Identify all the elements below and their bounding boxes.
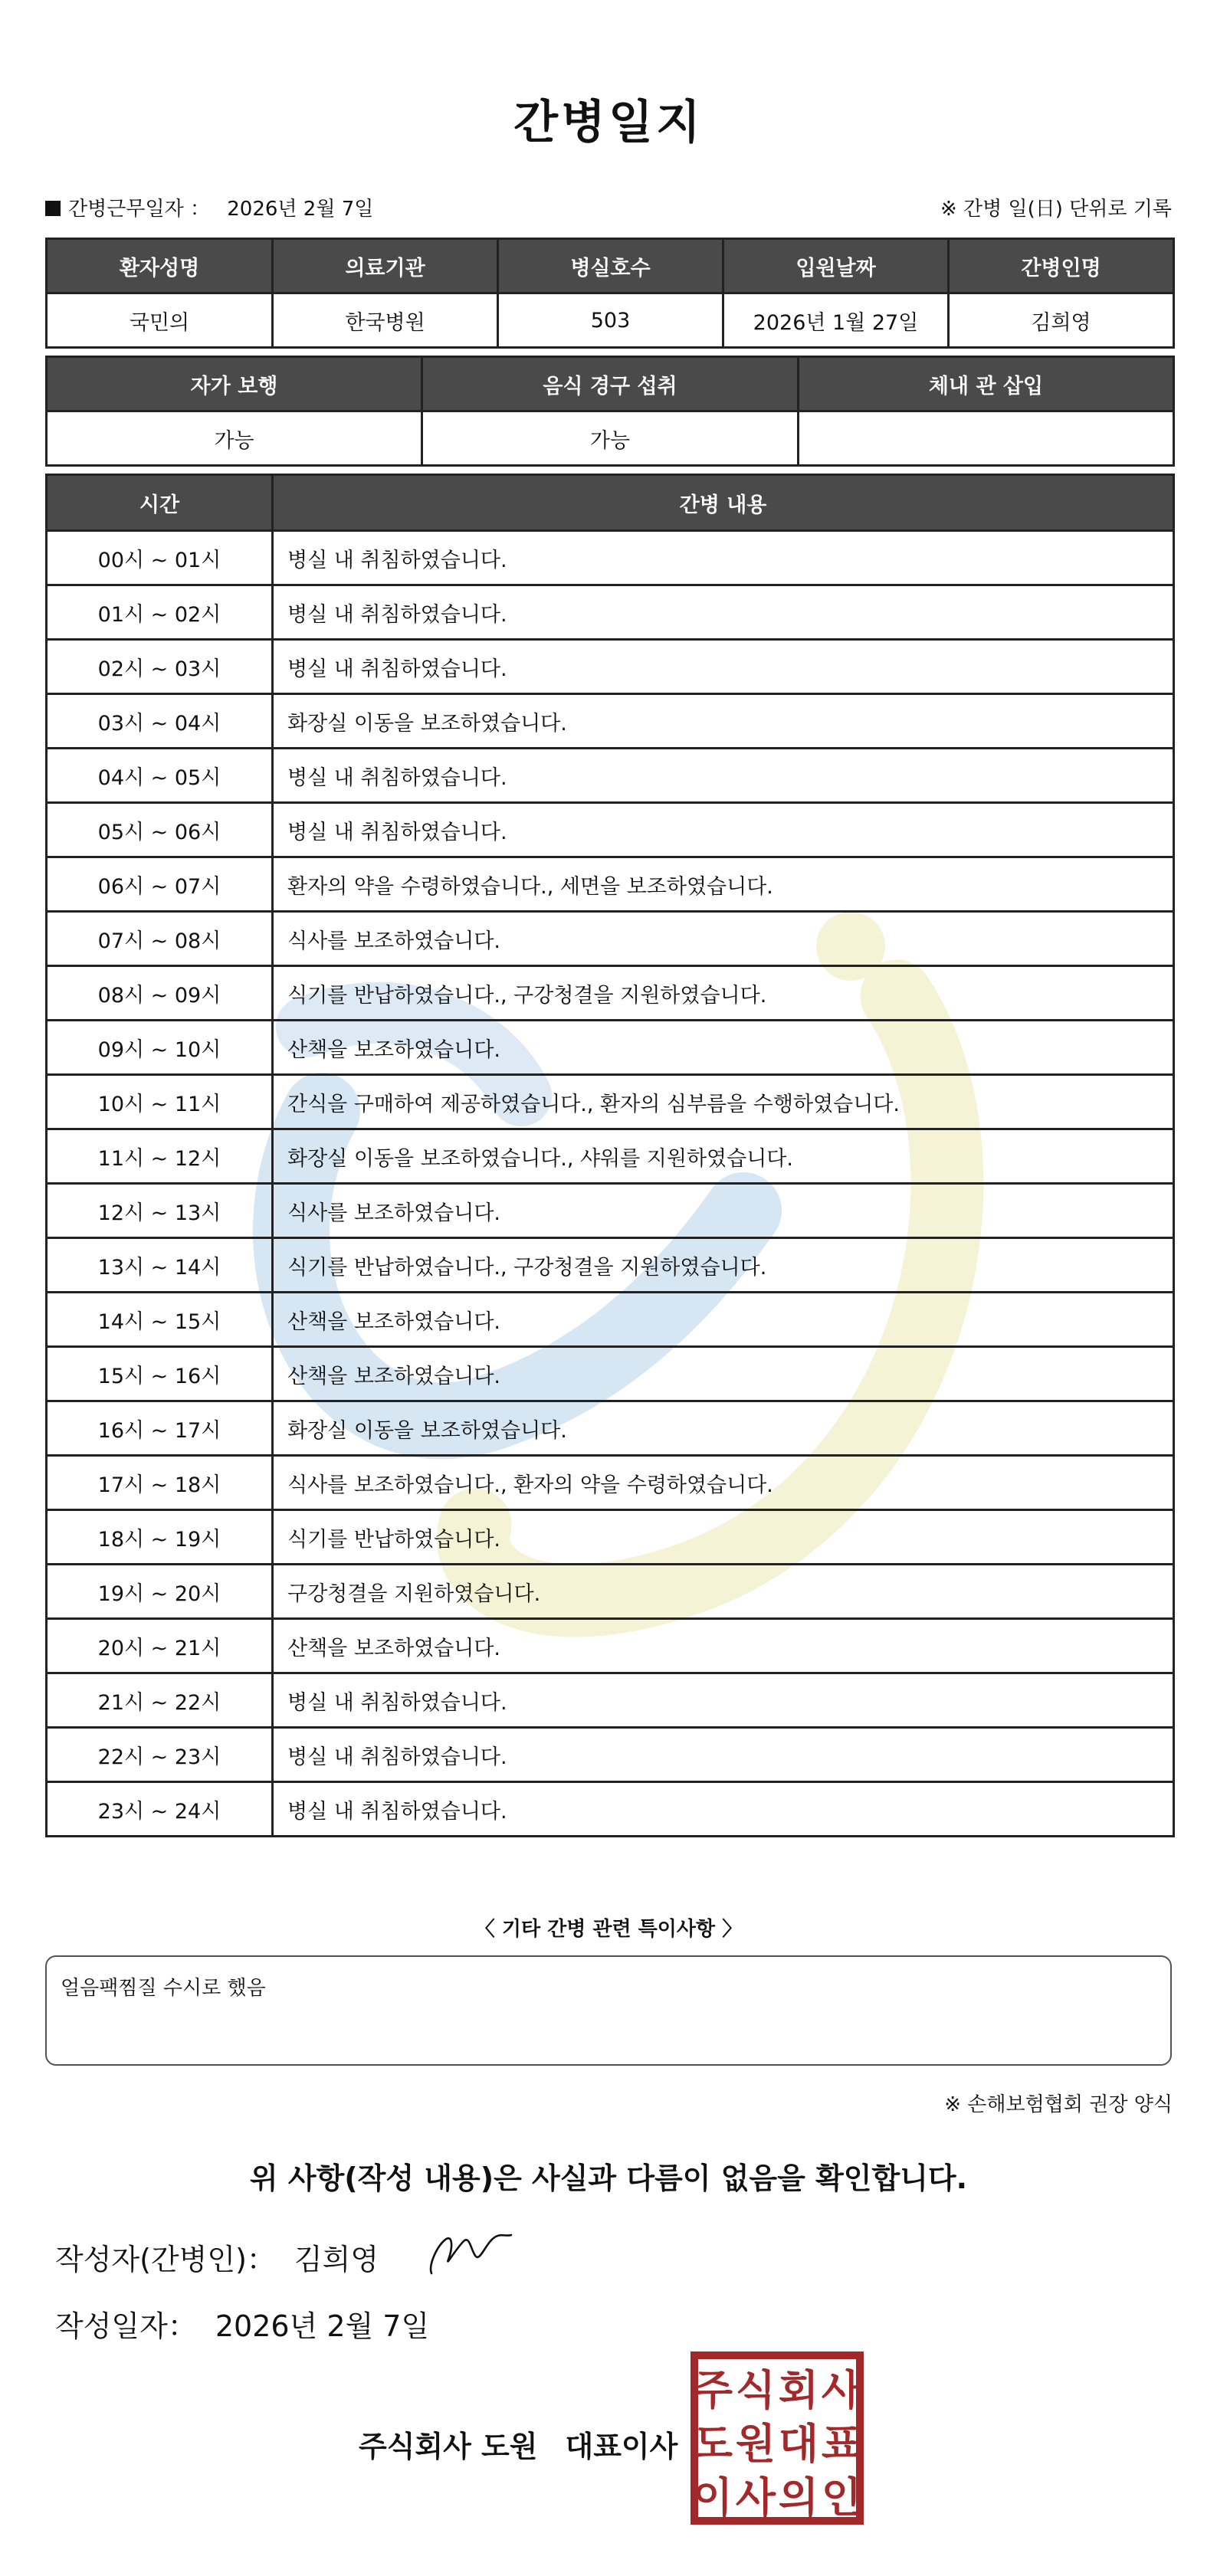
writer-row bbox=[55, 2236, 379, 2278]
writer-name: 김희영 bbox=[294, 2243, 379, 2276]
header-room-number: 병실호수 bbox=[498, 239, 723, 293]
remarks-title: 〈 기타 간병 관련 특이사항 〉 bbox=[474, 1918, 743, 1941]
header-hospital: 의료기관 bbox=[273, 239, 498, 293]
seal-character: 원 bbox=[735, 2420, 776, 2468]
log-time: 10시 ~ 11시 bbox=[47, 1075, 273, 1129]
care-log-row bbox=[47, 1619, 1174, 1673]
log-content: 산책을 보조하였습니다. bbox=[273, 1619, 1174, 1673]
patient-ability-table bbox=[45, 356, 1175, 467]
log-time: 21시 ~ 22시 bbox=[47, 1673, 273, 1728]
care-log-row bbox=[47, 857, 1174, 912]
care-log-row bbox=[47, 1293, 1174, 1347]
care-log-row bbox=[47, 803, 1174, 857]
patient-info-value-row bbox=[47, 293, 1174, 348]
company-signature-line bbox=[359, 2423, 677, 2465]
log-content: 화장실 이동을 보조하였습니다., 샤워를 지원하였습니다. bbox=[273, 1129, 1174, 1184]
work-date-label: 간병근무일자 ： bbox=[68, 198, 210, 221]
seal-character: 주 bbox=[692, 2366, 733, 2414]
written-date-label: 작성일자： bbox=[55, 2309, 197, 2343]
care-log-row bbox=[47, 1075, 1174, 1129]
written-date-value: 2026년 2월 7일 bbox=[215, 2309, 430, 2343]
header-tube-insertion: 체내 관 삽입 bbox=[799, 357, 1174, 411]
care-log-row bbox=[47, 640, 1174, 694]
log-time: 03시 ~ 04시 bbox=[47, 694, 273, 749]
log-content: 간식을 구매하여 제공하였습니다., 환자의 심부름을 수행하였습니다. bbox=[273, 1075, 1174, 1129]
header-oral-intake: 음식 경구 섭취 bbox=[422, 357, 799, 411]
room-number: 503 bbox=[498, 293, 723, 348]
caregiver-name: 김희영 bbox=[949, 293, 1174, 348]
company-seal bbox=[690, 2351, 864, 2525]
header-time: 시간 bbox=[47, 475, 273, 531]
recommend-note: ※ 손해보험협회 권장 양식 bbox=[944, 2093, 1173, 2116]
seal-character: 인 bbox=[821, 2473, 862, 2522]
log-time: 13시 ~ 14시 bbox=[47, 1238, 273, 1293]
log-content: 화장실 이동을 보조하였습니다. bbox=[273, 1401, 1174, 1456]
header-patient-name: 환자성명 bbox=[47, 239, 273, 293]
remarks-text: 얼음팩찜질 수시로 했음 bbox=[61, 1977, 266, 2000]
care-log-row bbox=[47, 694, 1174, 749]
self-walking-value: 가능 bbox=[47, 411, 422, 466]
log-time: 20시 ~ 21시 bbox=[47, 1619, 273, 1673]
log-content: 식사를 보조하였습니다. bbox=[273, 912, 1174, 966]
care-log-row bbox=[47, 912, 1174, 966]
care-log-row bbox=[47, 1782, 1174, 1837]
log-content: 병실 내 취침하였습니다. bbox=[273, 803, 1174, 857]
log-content: 식기를 반납하였습니다. bbox=[273, 1510, 1174, 1565]
work-date-block bbox=[45, 193, 373, 221]
care-log-body bbox=[47, 531, 1174, 1837]
log-content: 화장실 이동을 보조하였습니다. bbox=[273, 694, 1174, 749]
seal-character: 의 bbox=[778, 2473, 819, 2522]
log-time: 09시 ~ 10시 bbox=[47, 1021, 273, 1075]
seal-character: 회 bbox=[778, 2366, 819, 2414]
care-log-row bbox=[47, 1184, 1174, 1238]
remarks-box bbox=[45, 1955, 1172, 2066]
log-time: 06시 ~ 07시 bbox=[47, 857, 273, 912]
log-time: 15시 ~ 16시 bbox=[47, 1347, 273, 1401]
care-log-table bbox=[45, 474, 1175, 1837]
company-role: 대표이사 bbox=[565, 2430, 678, 2463]
log-time: 00시 ~ 01시 bbox=[47, 531, 273, 585]
care-log-row bbox=[47, 1401, 1174, 1456]
admission-date: 2026년 1월 27일 bbox=[723, 293, 949, 348]
log-time: 17시 ~ 18시 bbox=[47, 1456, 273, 1510]
log-content: 산책을 보조하였습니다. bbox=[273, 1347, 1174, 1401]
log-content: 구강청결을 지원하였습니다. bbox=[273, 1565, 1174, 1619]
care-log-row bbox=[47, 749, 1174, 803]
patient-info-header-row bbox=[47, 239, 1174, 293]
handwritten-signature bbox=[425, 2226, 525, 2279]
log-content: 병실 내 취침하였습니다. bbox=[273, 531, 1174, 585]
care-log-row bbox=[47, 1347, 1174, 1401]
log-time: 16시 ~ 17시 bbox=[47, 1401, 273, 1456]
patient-name: 국민의 bbox=[47, 293, 273, 348]
care-log-row bbox=[47, 585, 1174, 640]
log-time: 19시 ~ 20시 bbox=[47, 1565, 273, 1619]
log-time: 18시 ~ 19시 bbox=[47, 1510, 273, 1565]
log-content: 환자의 약을 수령하였습니다., 세면을 보조하였습니다. bbox=[273, 857, 1174, 912]
log-time: 08시 ~ 09시 bbox=[47, 966, 273, 1021]
care-log-row bbox=[47, 1238, 1174, 1293]
log-content: 산책을 보조하였습니다. bbox=[273, 1021, 1174, 1075]
care-log-row bbox=[47, 1728, 1174, 1782]
log-content: 병실 내 취침하였습니다. bbox=[273, 585, 1174, 640]
seal-character: 표 bbox=[821, 2420, 862, 2468]
hospital-name: 한국병원 bbox=[273, 293, 498, 348]
oral-intake-value: 가능 bbox=[422, 411, 799, 466]
log-time: 01시 ~ 02시 bbox=[47, 585, 273, 640]
care-log-row bbox=[47, 1565, 1174, 1619]
seal-character: 사 bbox=[821, 2366, 862, 2414]
log-content: 식기를 반납하였습니다., 구강청결을 지원하였습니다. bbox=[273, 966, 1174, 1021]
ability-header-row bbox=[47, 357, 1174, 411]
header-care-content: 간병 내용 bbox=[273, 475, 1174, 531]
header-self-walking: 자가 보행 bbox=[47, 357, 422, 411]
written-date-row bbox=[55, 2302, 429, 2345]
patient-info-table bbox=[45, 238, 1175, 349]
log-time: 05시 ~ 06시 bbox=[47, 803, 273, 857]
log-content: 병실 내 취침하였습니다. bbox=[273, 1673, 1174, 1728]
document-title: 간병일지 bbox=[513, 96, 704, 149]
log-time: 22시 ~ 23시 bbox=[47, 1728, 273, 1782]
meta-row bbox=[45, 193, 1172, 224]
log-time: 04시 ~ 05시 bbox=[47, 749, 273, 803]
care-log-row bbox=[47, 531, 1174, 585]
log-content: 병실 내 취침하였습니다. bbox=[273, 1728, 1174, 1782]
confirmation-statement: 위 사항(작성 내용)은 사실과 다름이 없음을 확인합니다. bbox=[249, 2161, 968, 2195]
record-note: ※ 간병 일(日) 단위로 기록 bbox=[940, 198, 1172, 221]
log-time: 02시 ~ 03시 bbox=[47, 640, 273, 694]
care-log-row bbox=[47, 1456, 1174, 1510]
work-date-value: 2026년 2월 7일 bbox=[227, 198, 374, 221]
header-admission-date: 입원날짜 bbox=[723, 239, 949, 293]
writer-label: 작성자(간병인)： bbox=[55, 2243, 276, 2276]
care-log-row bbox=[47, 1129, 1174, 1184]
header-caregiver-name: 간병인명 bbox=[949, 239, 1174, 293]
log-time: 07시 ~ 08시 bbox=[47, 912, 273, 966]
seal-character: 대 bbox=[778, 2420, 819, 2468]
log-content: 병실 내 취침하였습니다. bbox=[273, 640, 1174, 694]
seal-character: 사 bbox=[735, 2473, 776, 2522]
log-content: 식사를 보조하였습니다., 환자의 약을 수령하였습니다. bbox=[273, 1456, 1174, 1510]
log-content: 산책을 보조하였습니다. bbox=[273, 1293, 1174, 1347]
care-log-row bbox=[47, 966, 1174, 1021]
log-time: 11시 ~ 12시 bbox=[47, 1129, 273, 1184]
care-log-row bbox=[47, 1021, 1174, 1075]
seal-character: 이 bbox=[692, 2473, 733, 2522]
care-log-row bbox=[47, 1510, 1174, 1565]
ability-value-row bbox=[47, 411, 1174, 466]
seal-character: 식 bbox=[735, 2366, 776, 2414]
company-name: 주식회사 도원 bbox=[359, 2430, 538, 2463]
log-time: 12시 ~ 13시 bbox=[47, 1184, 273, 1238]
log-content: 병실 내 취침하였습니다. bbox=[273, 1782, 1174, 1837]
log-content: 병실 내 취침하였습니다. bbox=[273, 749, 1174, 803]
seal-character: 도 bbox=[692, 2420, 733, 2468]
care-log-header-row bbox=[47, 475, 1174, 531]
log-time: 23시 ~ 24시 bbox=[47, 1782, 273, 1837]
tube-insertion-value bbox=[799, 411, 1174, 466]
log-content: 식기를 반납하였습니다., 구강청결을 지원하였습니다. bbox=[273, 1238, 1174, 1293]
log-content: 식사를 보조하였습니다. bbox=[273, 1184, 1174, 1238]
log-time: 14시 ~ 15시 bbox=[47, 1293, 273, 1347]
square-bullet-icon bbox=[45, 201, 61, 216]
care-log-row bbox=[47, 1673, 1174, 1728]
